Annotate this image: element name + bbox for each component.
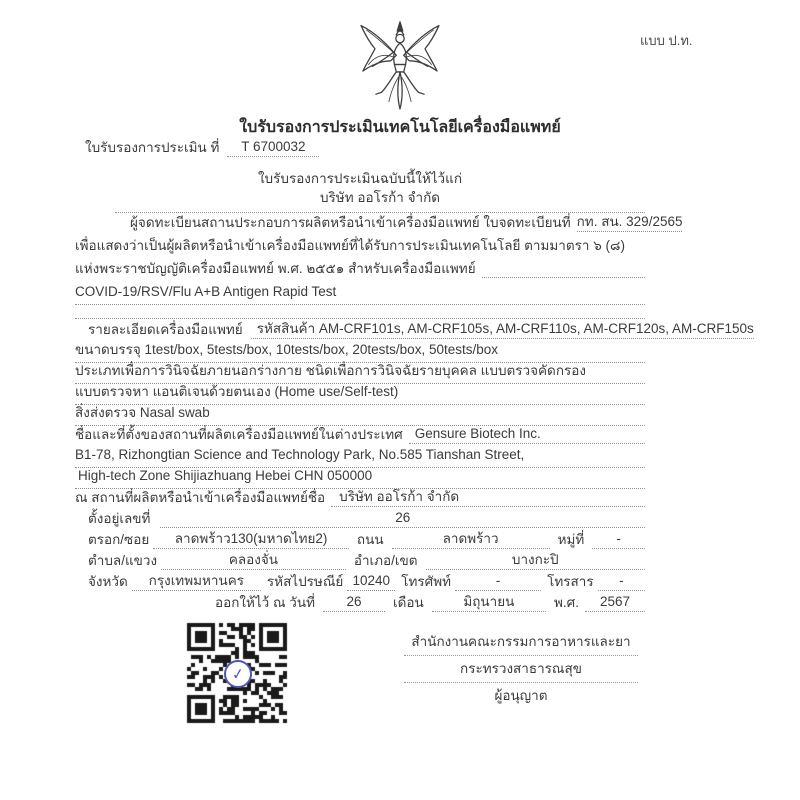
purpose-text: เพื่อแสดงว่าเป็นผู้ผลิตหรือนำเข้าเครื่องมือแพทย์ที่ได้รับการประเมินเทคโนโลยี ตามมาตรา ๖ (๘) bbox=[75, 238, 625, 253]
certificate-number-value: T 6700032 bbox=[227, 139, 319, 157]
soi-label: ตรอก/ซอย bbox=[88, 532, 150, 547]
address-number-label: ตั้งอยู่เลขที่ bbox=[88, 511, 151, 526]
postcode-value: 10240 bbox=[347, 573, 395, 591]
soi-road-moo-row bbox=[75, 531, 645, 549]
device-type-text: ประเภทเพื่อการวินิจฉัยภายนอกร่างกาย ชนิดเพื่อการวินิจฉัยรายบุคคล แบบตรวจคัดกรอง bbox=[75, 363, 586, 378]
blank-dotted-line bbox=[75, 304, 645, 319]
phone-label: โทรศัพท์ bbox=[401, 574, 452, 589]
province-value: กรุงเทพมหานคร bbox=[132, 573, 261, 591]
fax-value: - bbox=[598, 573, 645, 591]
province-label: จังหวัด bbox=[88, 574, 128, 589]
registration-number-value: กท. สน. 329/2565 bbox=[577, 214, 683, 232]
pack-size-text: ขนาดบรรจุ 1test/box, 5tests/box, 10tests/box, 20tests/box, 50tests/box bbox=[75, 342, 498, 357]
device-type-row bbox=[75, 363, 645, 384]
given-to-line: ใบรับรองการประเมินฉบับนี้ให้ไว้แก่ bbox=[257, 171, 463, 186]
certificate-number-label: ใบรับรองการประเมิน ที่ bbox=[85, 140, 220, 155]
garuda-emblem-icon bbox=[352, 20, 448, 122]
product-codes-value: รหัสสินค้า AM-CRF101s, AM-CRF105s, AM-CRF110s, AM-CRF120s, AM-CRF150s bbox=[251, 321, 754, 339]
signature-org2: กระทรวงสาธารณสุข bbox=[404, 661, 638, 683]
foreign-site-row bbox=[75, 426, 645, 444]
specimen-text: สิ่งส่งตรวจ Nasal swab bbox=[75, 405, 210, 420]
self-test-text: แบบตรวจหา แอนติเจนด้วยตนเอง (Home use/Self-test) bbox=[75, 384, 399, 399]
foreign-address2-text: High-tech Zone Shijiazhuang Hebei CHN 050000 bbox=[78, 468, 373, 483]
postcode-label: รหัสไปรษณีย์ bbox=[266, 574, 344, 589]
document-title: ใบรับรองการประเมินเทคโนโลยีเครื่องมือแพทย์ bbox=[239, 119, 561, 136]
importer-name-value: บริษัท ออโรก้า จำกัด bbox=[331, 489, 645, 507]
foreign-address2-row bbox=[75, 468, 645, 489]
issue-month-label: เดือน bbox=[392, 595, 424, 610]
foreign-address1-text: B1-78, Rizhongtian Science and Technology Park, No.585 Tianshan Street, bbox=[75, 447, 525, 462]
tambon-label: ตำบล/แขวง bbox=[88, 553, 158, 568]
act-row bbox=[75, 261, 645, 278]
verified-check-icon: ✓ bbox=[222, 658, 254, 690]
self-test-row bbox=[75, 384, 645, 405]
specimen-row bbox=[75, 405, 645, 426]
registrant-row bbox=[75, 214, 683, 232]
device-details-row bbox=[75, 321, 754, 339]
province-row bbox=[75, 573, 645, 591]
moo-value: - bbox=[592, 531, 645, 549]
issue-date-prefix: ออกให้ไว้ ณ วันที่ bbox=[215, 595, 315, 610]
signature-org1: สำนักงานคณะกรรมการอาหารและยา bbox=[404, 634, 638, 656]
issue-date-row bbox=[75, 594, 645, 612]
act-text: แห่งพระราชบัญญัติเครื่องมือแพทย์ พ.ศ. ๒๕๕๑ สำหรับเครื่องมือแพทย์ bbox=[75, 261, 476, 276]
device-name-text: COVID-19/RSV/Flu A+B Antigen Rapid Test bbox=[75, 284, 337, 299]
issue-month-value: มิถุนายน bbox=[432, 594, 546, 612]
form-code-label: แบบ ป.ท. bbox=[640, 33, 693, 48]
device-details-label: รายละเอียดเครื่องมือแพทย์ bbox=[88, 322, 243, 337]
issue-year-value: 2567 bbox=[585, 594, 645, 612]
fax-label: โทรสาร bbox=[547, 574, 594, 589]
address-number-value: 26 bbox=[160, 510, 645, 528]
issue-year-label: พ.ศ. bbox=[554, 595, 579, 610]
foreign-site-value: Gensure Biotech Inc. bbox=[409, 426, 645, 444]
road-value: ลาดพร้าว bbox=[392, 531, 550, 549]
phone-value: - bbox=[455, 573, 541, 591]
tambon-value: คลองจั่น bbox=[161, 552, 346, 570]
certificate-number-row bbox=[75, 139, 645, 157]
importer-name-row bbox=[75, 489, 645, 507]
registrant-label: ผู้จดทะเบียนสถานประกอบการผลิตหรือนำเข้าเครื่องมือแพทย์ ใบจดทะเบียนที่ bbox=[130, 215, 571, 230]
soi-value: ลาดพร้าว130(มหาดไทย2) bbox=[153, 531, 349, 549]
moo-label: หมู่ที่ bbox=[557, 532, 585, 547]
signature-role: ผู้อนุญาต bbox=[494, 687, 548, 703]
foreign-site-label: ชื่อและที่ตั้งของสถานที่ผลิตเครื่องมือแพทย์ในต่างประเทศ bbox=[75, 427, 403, 442]
device-name-row bbox=[75, 284, 645, 305]
foreign-address1-row bbox=[75, 447, 645, 468]
signature-block bbox=[404, 634, 638, 705]
amphoe-label: อำเภอ/เขต bbox=[353, 553, 418, 568]
act-blank-line bbox=[482, 277, 645, 278]
amphoe-value: บางกะปิ bbox=[426, 552, 645, 570]
company-name: บริษัท ออโรก้า จำกัด bbox=[115, 186, 645, 213]
road-label: ถนน bbox=[356, 532, 384, 547]
importer-name-label: ณ สถานที่ผลิตหรือนำเข้าเครื่องมือแพทย์ชื่อ bbox=[75, 490, 326, 505]
issue-day-value: 26 bbox=[323, 594, 385, 612]
pack-size-row bbox=[75, 342, 645, 363]
address-number-row bbox=[75, 510, 645, 528]
purpose-row bbox=[75, 238, 645, 255]
tambon-amphoe-row bbox=[75, 552, 645, 570]
